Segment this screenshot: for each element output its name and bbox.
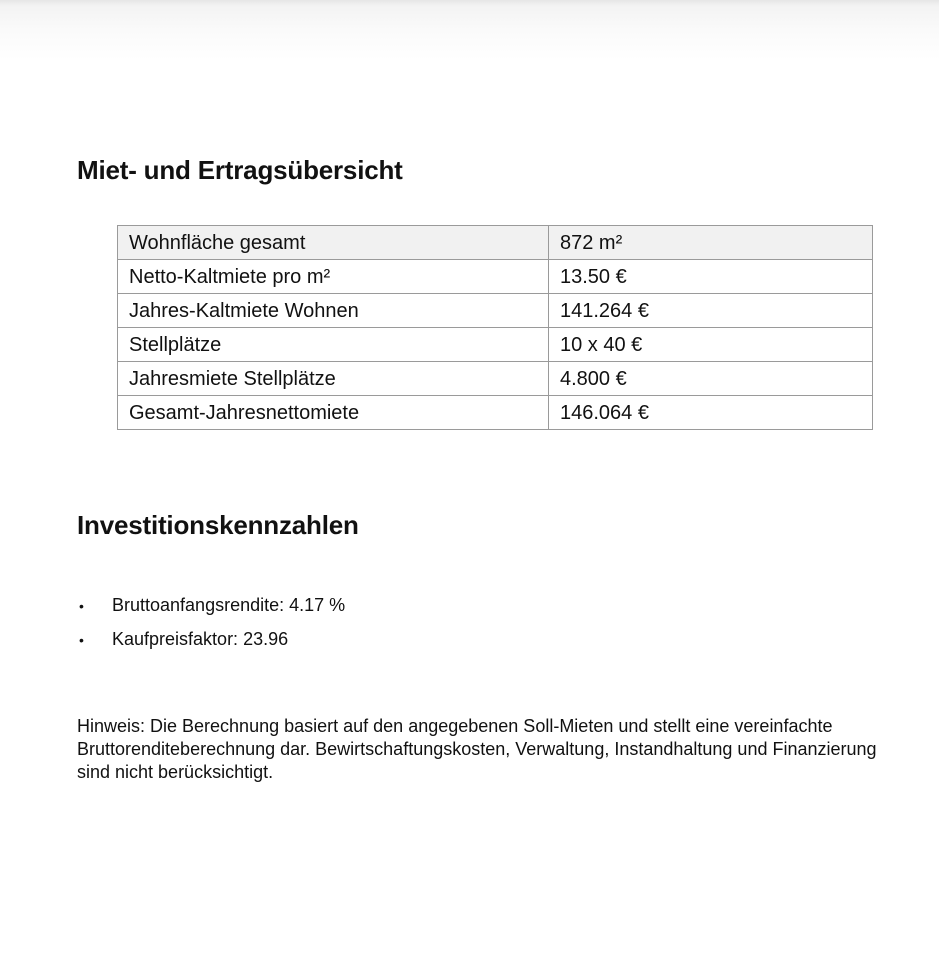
bullet-icon: • [79,632,84,648]
row-label: Jahresmiete Stellplätze [118,362,549,396]
table-row [118,328,873,362]
row-label: Jahres-Kaltmiete Wohnen [118,294,549,328]
row-value: 10 x 40 € [549,328,873,362]
note-paragraph: Hinweis: Die Berechnung basiert auf den angegebenen Soll-Mieten und stellt eine vereinfachte Bruttorenditeberechnung dar. Bewirtschaftungskosten, Verwaltung, Instandhaltung und Finanzierung sind nicht berücksichtigt. [77,716,877,782]
row-value: 146.064 € [549,396,873,430]
row-value: 872 m² [549,226,873,260]
row-label: Gesamt-Jahresnettomiete [118,396,549,430]
table-row [118,362,873,396]
section-title-miet: Miet- und Ertragsübersicht [77,155,403,185]
row-value: 141.264 € [549,294,873,328]
table-row [118,294,873,328]
kpi-list [77,592,345,660]
row-label: Netto-Kaltmiete pro m² [118,260,549,294]
row-label: Wohnfläche gesamt [118,226,549,260]
rent-overview-table [117,225,873,430]
table-row [118,260,873,294]
table-row [118,396,873,430]
row-value: 4.800 € [549,362,873,396]
bullet-icon: • [79,598,84,614]
table-row [118,226,873,260]
list-item [77,626,345,660]
row-value: 13.50 € [549,260,873,294]
kpi-text: Bruttoanfangsrendite: 4.17 % [112,595,346,615]
kpi-text: Kaufpreisfaktor: 23.96 [112,629,289,649]
section-title-invest: Investitionskennzahlen [77,510,359,540]
list-item [77,592,345,626]
row-label: Stellplätze [118,328,549,362]
